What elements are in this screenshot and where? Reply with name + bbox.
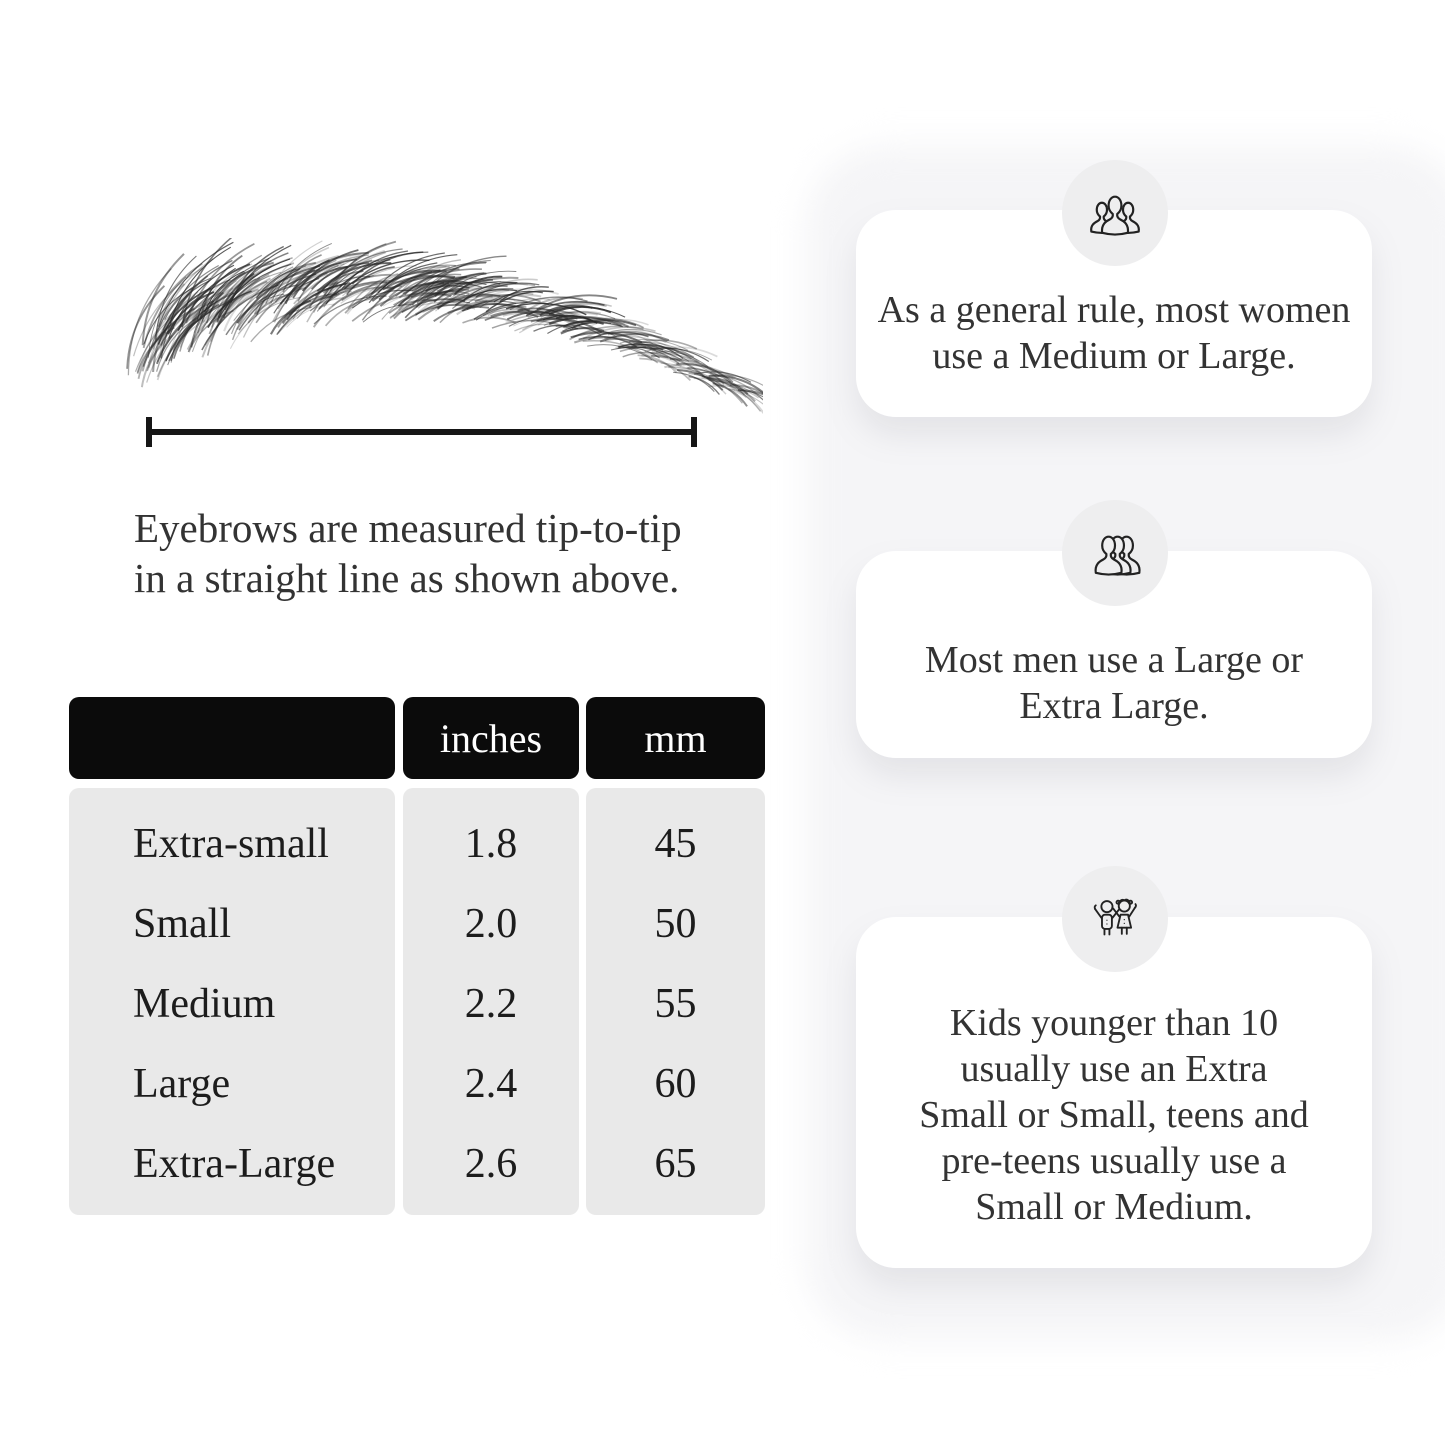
mm-value: 60 (654, 1061, 697, 1107)
table-header-inches: inches (403, 697, 579, 779)
inches-value: 2.0 (464, 901, 518, 947)
table-column-size-labels (69, 788, 395, 1215)
mm-value: 50 (654, 901, 697, 947)
table-column-inches (403, 788, 579, 1215)
card-text-line: Most men use a Large or (924, 639, 1304, 681)
kids-icon (1062, 866, 1168, 972)
card-text-line: use a Medium or Large. (932, 335, 1296, 377)
inches-value: 2.6 (464, 1141, 518, 1187)
card-text-line: Extra Large. (1019, 685, 1209, 727)
card-text-line: Kids younger than 10 (949, 1002, 1279, 1044)
table-column-mm (586, 788, 765, 1215)
mm-value: 55 (654, 981, 697, 1027)
eyebrow-illustration (118, 238, 763, 433)
size-label: Extra-Large (133, 1141, 336, 1187)
info-card-men-text (856, 637, 1372, 729)
measurement-line-right-cap (691, 417, 697, 447)
men-group-icon (1062, 500, 1168, 606)
card-text-line: usually use an Extra (960, 1048, 1268, 1090)
card-text-line: Small or Small, teens and (919, 1094, 1309, 1136)
size-label: Extra-small (133, 821, 329, 867)
caption-line: in a straight line as shown above. (134, 555, 680, 601)
kids-icon-glyph (1084, 888, 1146, 950)
table-header-mm: mm (586, 697, 765, 779)
inches-value: 1.8 (464, 821, 518, 867)
men-group-icon-glyph (1083, 521, 1147, 585)
card-text-line: As a general rule, most women (877, 289, 1351, 331)
women-group-icon (1062, 160, 1168, 266)
size-label: Small (133, 901, 232, 947)
info-card-women-text (856, 287, 1372, 379)
card-text-line: pre-teens usually use a (941, 1140, 1287, 1182)
inches-value: 2.4 (464, 1061, 518, 1107)
table-header-blank (69, 697, 395, 779)
size-label: Medium (133, 981, 276, 1027)
eyebrow-sketch-svg (118, 238, 763, 433)
measurement-line (146, 429, 697, 435)
size-label: Large (133, 1061, 231, 1107)
info-card-kids-text (856, 1000, 1372, 1230)
measurement-line-left-cap (146, 417, 152, 447)
women-group-icon-glyph (1083, 181, 1147, 245)
caption-line: Eyebrows are measured tip-to-tip (134, 505, 682, 551)
mm-value: 65 (654, 1141, 697, 1187)
measurement-caption (134, 503, 682, 603)
mm-value: 45 (654, 821, 697, 867)
card-text-line: Small or Medium. (975, 1186, 1253, 1228)
inches-value: 2.2 (464, 981, 518, 1027)
